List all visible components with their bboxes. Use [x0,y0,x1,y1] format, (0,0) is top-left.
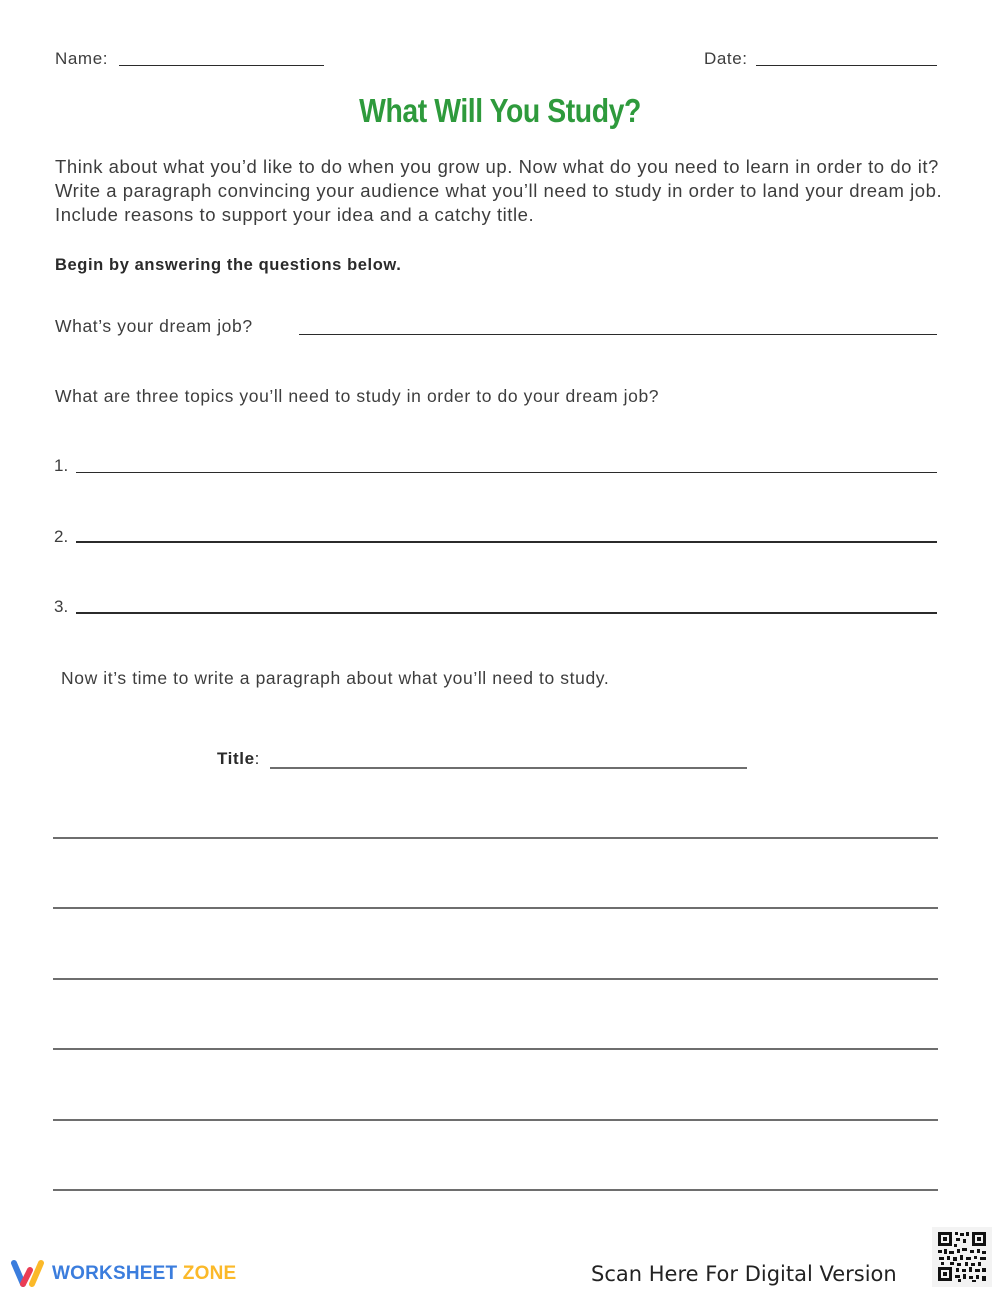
logo-primary-text: WORKSHEET [52,1263,178,1284]
writing-line-4[interactable] [53,1048,938,1050]
dream-job-answer-line[interactable] [299,334,937,335]
worksheet-zone-logo-icon [10,1258,46,1290]
qr-code-icon[interactable] [932,1227,992,1287]
instruction-text: Begin by answering the questions below. [55,256,402,274]
date-label: Date: [704,49,748,68]
dream-job-question: What’s your dream job? [55,316,253,336]
topic-number-1: 1. [54,456,69,475]
name-field[interactable] [119,65,324,66]
writing-line-5[interactable] [53,1119,938,1121]
writing-line-3[interactable] [53,978,938,980]
paragraph-prompt: Now it’s time to write a paragraph about what you’ll need to study. [61,668,610,688]
topic-number-3: 3. [54,597,69,616]
topic-number-2: 2. [54,527,69,546]
title-answer-line[interactable] [270,767,747,769]
title-label [217,749,260,769]
writing-line-6[interactable] [53,1189,938,1191]
topic-answer-line-3[interactable] [76,612,937,614]
name-label: Name: [55,49,109,68]
topics-question: What are three topics you’ll need to study in order to do your dream job? [55,386,660,406]
title-label-text: Title [217,749,255,768]
writing-line-2[interactable] [53,907,938,909]
writing-line-1[interactable] [53,837,938,839]
intro-paragraph: Think about what you’d like to do when you grow up. Now what do you need to learn in order to do it? Write a paragraph convincing your audience what you’ll need to study in order to land your dream job. Include reasons to support your idea and a catchy title. [55,156,943,225]
scan-digital-version-text: Scan Here For Digital Version [591,1262,897,1286]
topic-answer-line-1[interactable] [76,472,937,473]
worksheet-zone-logo-text [52,1263,236,1285]
page-title: What Will You Study? [359,92,641,129]
date-field[interactable] [756,65,937,66]
logo-secondary-text: ZONE [182,1263,237,1284]
topic-answer-line-2[interactable] [76,541,937,543]
title-label-colon: : [254,749,260,768]
